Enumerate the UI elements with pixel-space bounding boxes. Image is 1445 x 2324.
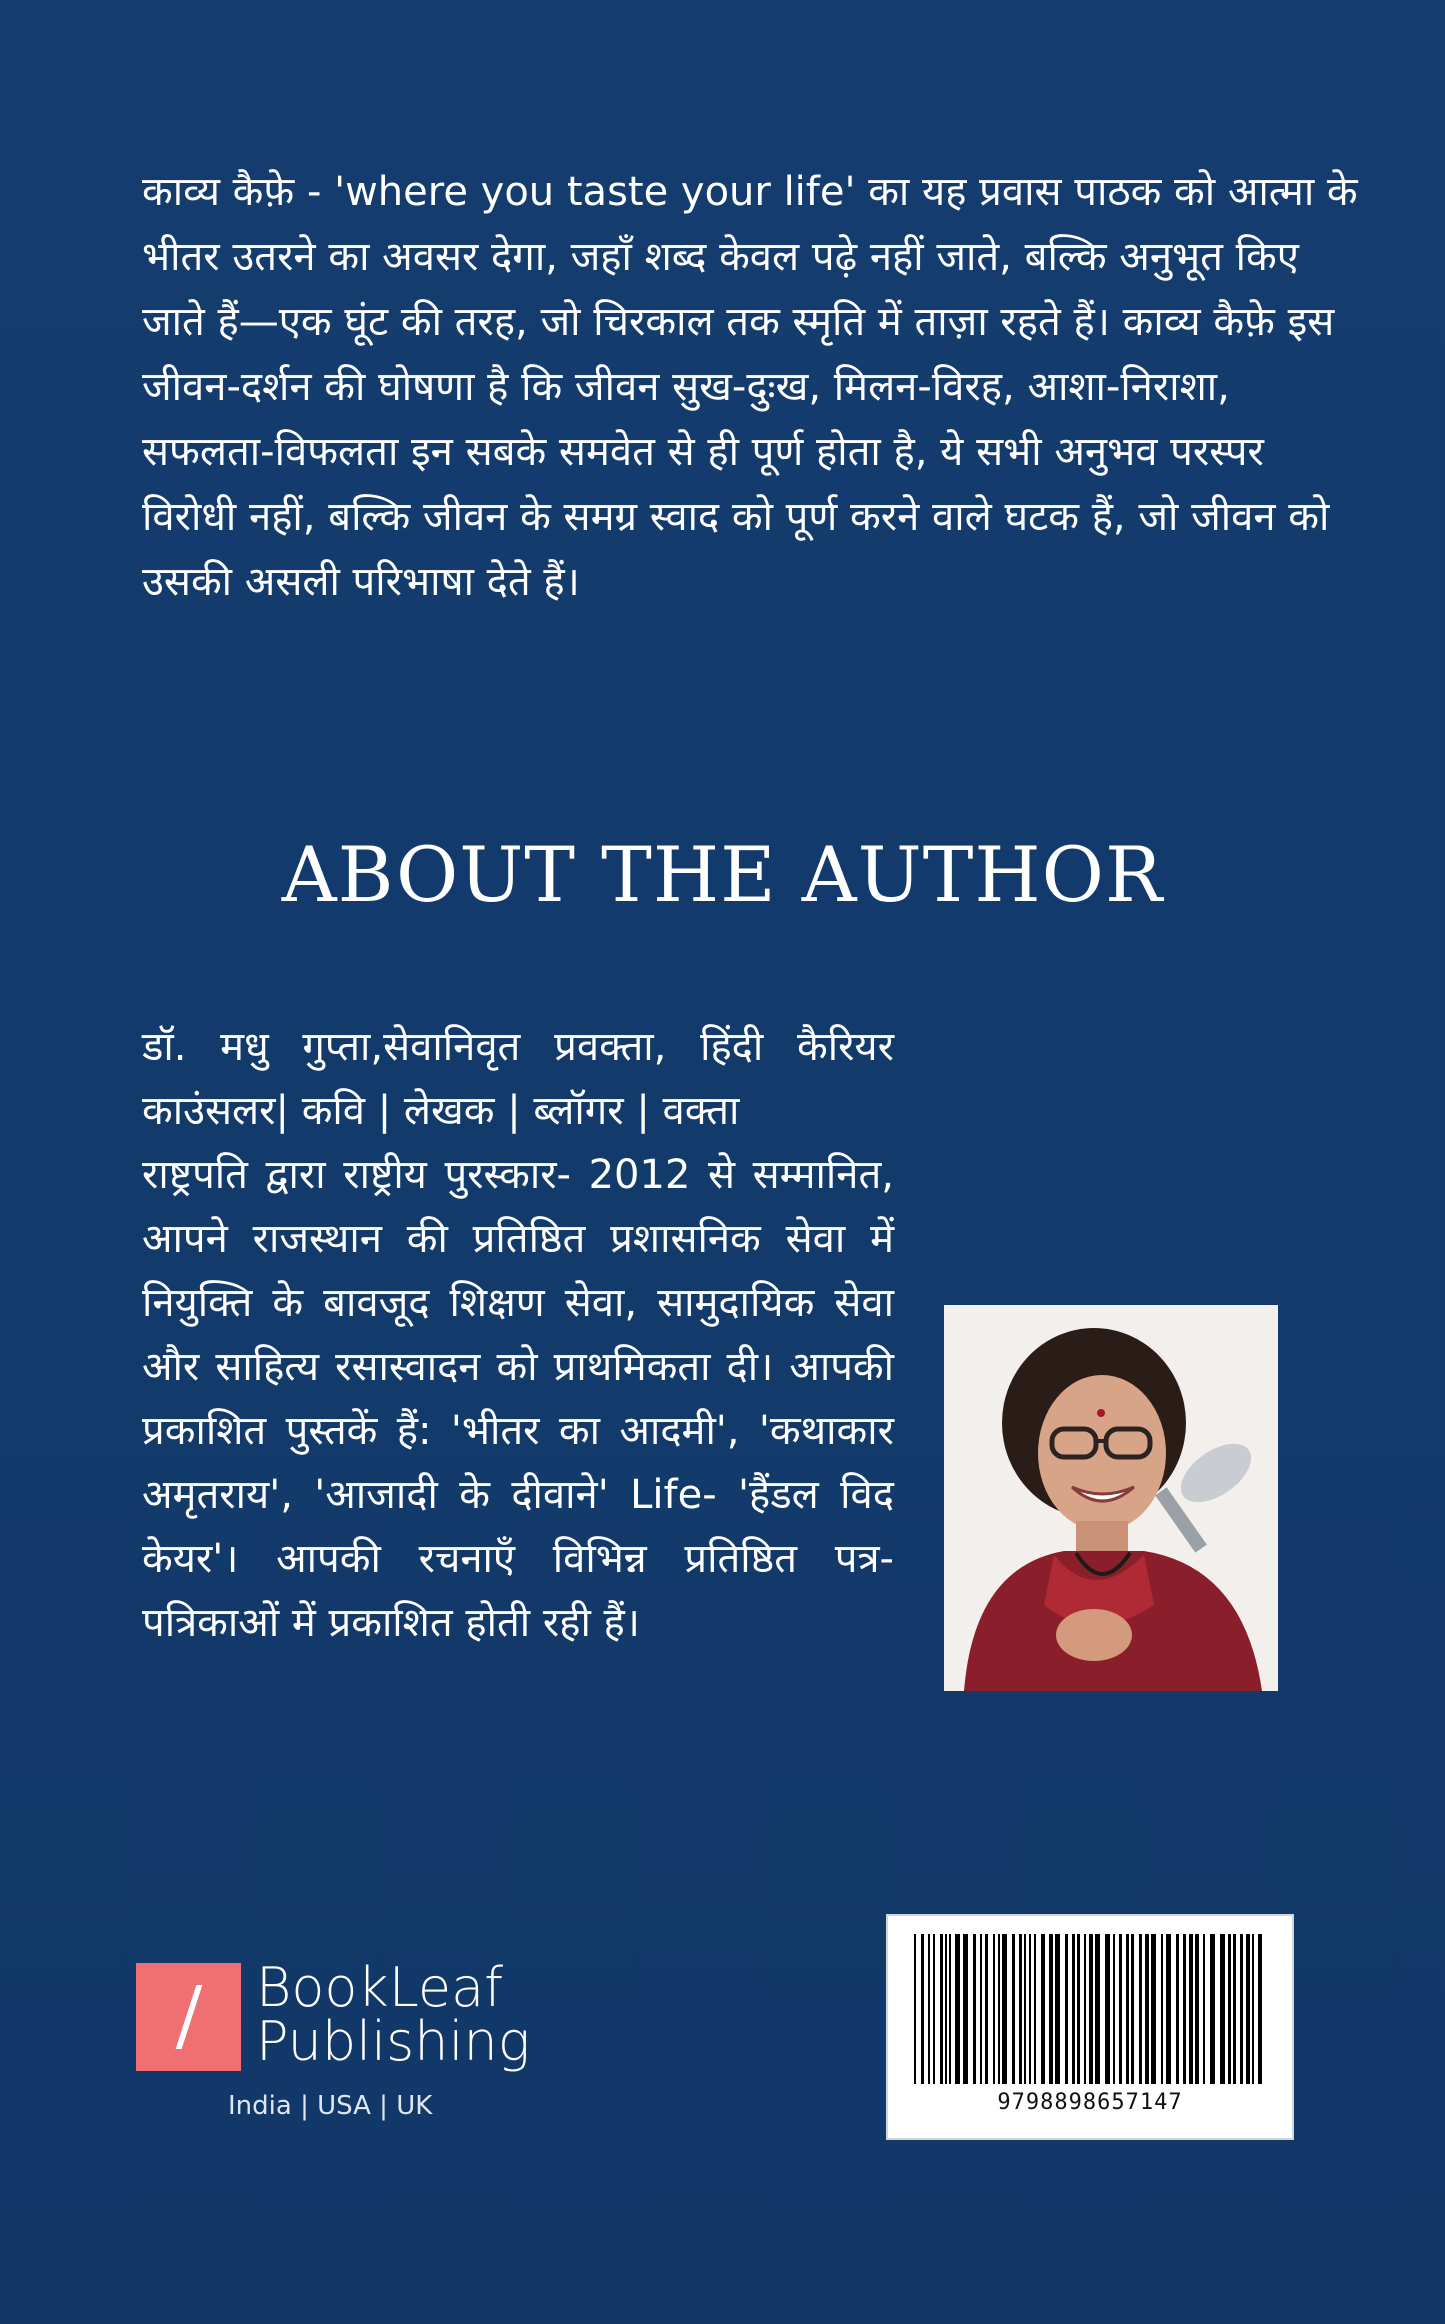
barcode-bar (949, 1934, 951, 2084)
barcode-bar (921, 1934, 924, 2084)
barcode-bar (945, 1934, 947, 2084)
barcode-bar (1220, 1934, 1225, 2084)
barcode-bar (1065, 1934, 1068, 2084)
isbn-number: 9798898657147 (997, 2090, 1183, 2115)
author-bio-intro: डॉ. मधु गुप्ता,सेवानिवृत प्रवक्ता, हिंदी कैरियर काउंसलर| कवि | लेखक | ब्लॉगर | वक्ता (142, 1024, 894, 1134)
barcode-bar (1151, 1934, 1156, 2084)
barcode-bar (1131, 1934, 1134, 2084)
barcode-bar (933, 1934, 935, 2084)
publisher-name-line2: Publishing (256, 2010, 531, 2073)
author-bio (142, 1015, 894, 1655)
barcode-bar (1119, 1934, 1122, 2084)
barcode-bar (1258, 1934, 1262, 2084)
barcode-bar (1019, 1934, 1022, 2084)
barcode-bar (1113, 1934, 1115, 2084)
barcode-bars (910, 1934, 1270, 2084)
barcode-bar (1126, 1934, 1129, 2084)
publisher-regions: India | USA | UK (228, 2091, 433, 2121)
barcode-bar (1176, 1934, 1179, 2084)
barcode-bar (1161, 1934, 1163, 2084)
barcode-bar (1049, 1934, 1053, 2084)
barcode-bar (985, 1934, 988, 2084)
isbn-barcode (886, 1914, 1294, 2140)
barcode-bar (1041, 1934, 1045, 2084)
barcode-bar (1240, 1934, 1243, 2084)
barcode-bar (1183, 1934, 1186, 2084)
barcode-bar (1072, 1934, 1075, 2084)
barcode-bar (1139, 1934, 1142, 2084)
author-photo (944, 1305, 1278, 1691)
book-blurb: काव्य कैफ़े - 'where you taste your life' का यह प्रवास पाठक को आत्मा के भीतर उतरने का अवसर देगा, जहाँ शब्द केवल पढ़े नहीं जाते, बल्कि अनुभूत किए जाते हैं—एक घूंट की तरह, जो चिरकाल तक स्मृति में ताज़ा रहते हैं। काव्य कैफ़े इस जीवन-दर्शन की घोषणा है कि जीवन सुख-दुःख, मिलन-विरह, आशा-निराशा, सफलता-विफलता इन सबके समवेत से ही पूर्ण होता है, ये सभी अनुभव परस्पर विरोधी नहीं, बल्कि जीवन के समग्र स्वाद को पूर्ण करने वाले घटक हैं, जो जीवन को उसकी असली परिभाषा देते हैं। (142, 169, 1358, 605)
barcode-bar (1228, 1934, 1231, 2084)
barcode-bar (963, 1934, 968, 2084)
barcode-bar (1024, 1934, 1026, 2084)
author-portrait-image (944, 1305, 1278, 1691)
barcode-bar (940, 1934, 943, 2084)
barcode-bar (1189, 1934, 1193, 2084)
publisher-name-line1: BookLeaf (256, 1956, 504, 2019)
about-the-author-heading: ABOUT THE AUTHOR (281, 830, 1164, 919)
barcode-bar (1077, 1934, 1080, 2084)
barcode-bar (998, 1934, 1000, 2084)
author-bio-body: राष्ट्रपति द्वारा राष्ट्रीय पुरस्कार- 2012 से सम्मानित, आपने राजस्थान की प्रतिष्ठित प्रशासनिक सेवा में नियुक्ति के बावजूद शिक्षण सेवा, सामुदायिक सेवा और साहित्य रसास्वादन को प्राथमिकता दी। आपकी प्रकाशित पुस्तकें हैं: 'भीतर का आदमी', 'कथाकार अमृतराय', 'आजादी के दीवाने' Life- 'हैंडल विद केयर'। आपकी रचनाएँ विभिन्न प्रतिष्ठित पत्र-पत्रिकाओं में प्रकाशित होती रही हैं। (142, 1152, 894, 1646)
barcode-bar (1166, 1934, 1171, 2084)
barcode-bar (955, 1934, 960, 2084)
barcode-bar (1210, 1934, 1215, 2084)
barcode-bar (1195, 1934, 1199, 2084)
barcode-bar (993, 1934, 995, 2084)
barcode-bar (1002, 1934, 1007, 2084)
barcode-bar (1203, 1934, 1205, 2084)
barcode-bar (1145, 1934, 1149, 2084)
slash-glyph (176, 1985, 203, 2049)
barcode-bar (1095, 1934, 1100, 2084)
barcode-bar (1089, 1934, 1093, 2084)
barcode-bar (980, 1934, 982, 2084)
barcode-bar (928, 1934, 930, 2084)
barcode-bar (1034, 1934, 1036, 2084)
barcode-bar (1105, 1934, 1110, 2084)
barcode-bar (1246, 1934, 1250, 2084)
barcode-bar (1252, 1934, 1254, 2084)
barcode-bar (1233, 1934, 1236, 2084)
barcode-bar (1084, 1934, 1086, 2084)
barcode-bar (914, 1934, 916, 2084)
bookleaf-logo-icon (136, 1963, 241, 2071)
barcode-bar (1055, 1934, 1060, 2084)
barcode-bar (973, 1934, 976, 2084)
barcode-bar (1012, 1934, 1015, 2084)
barcode-bar (1029, 1934, 1031, 2084)
publisher-logo (136, 1956, 556, 2133)
